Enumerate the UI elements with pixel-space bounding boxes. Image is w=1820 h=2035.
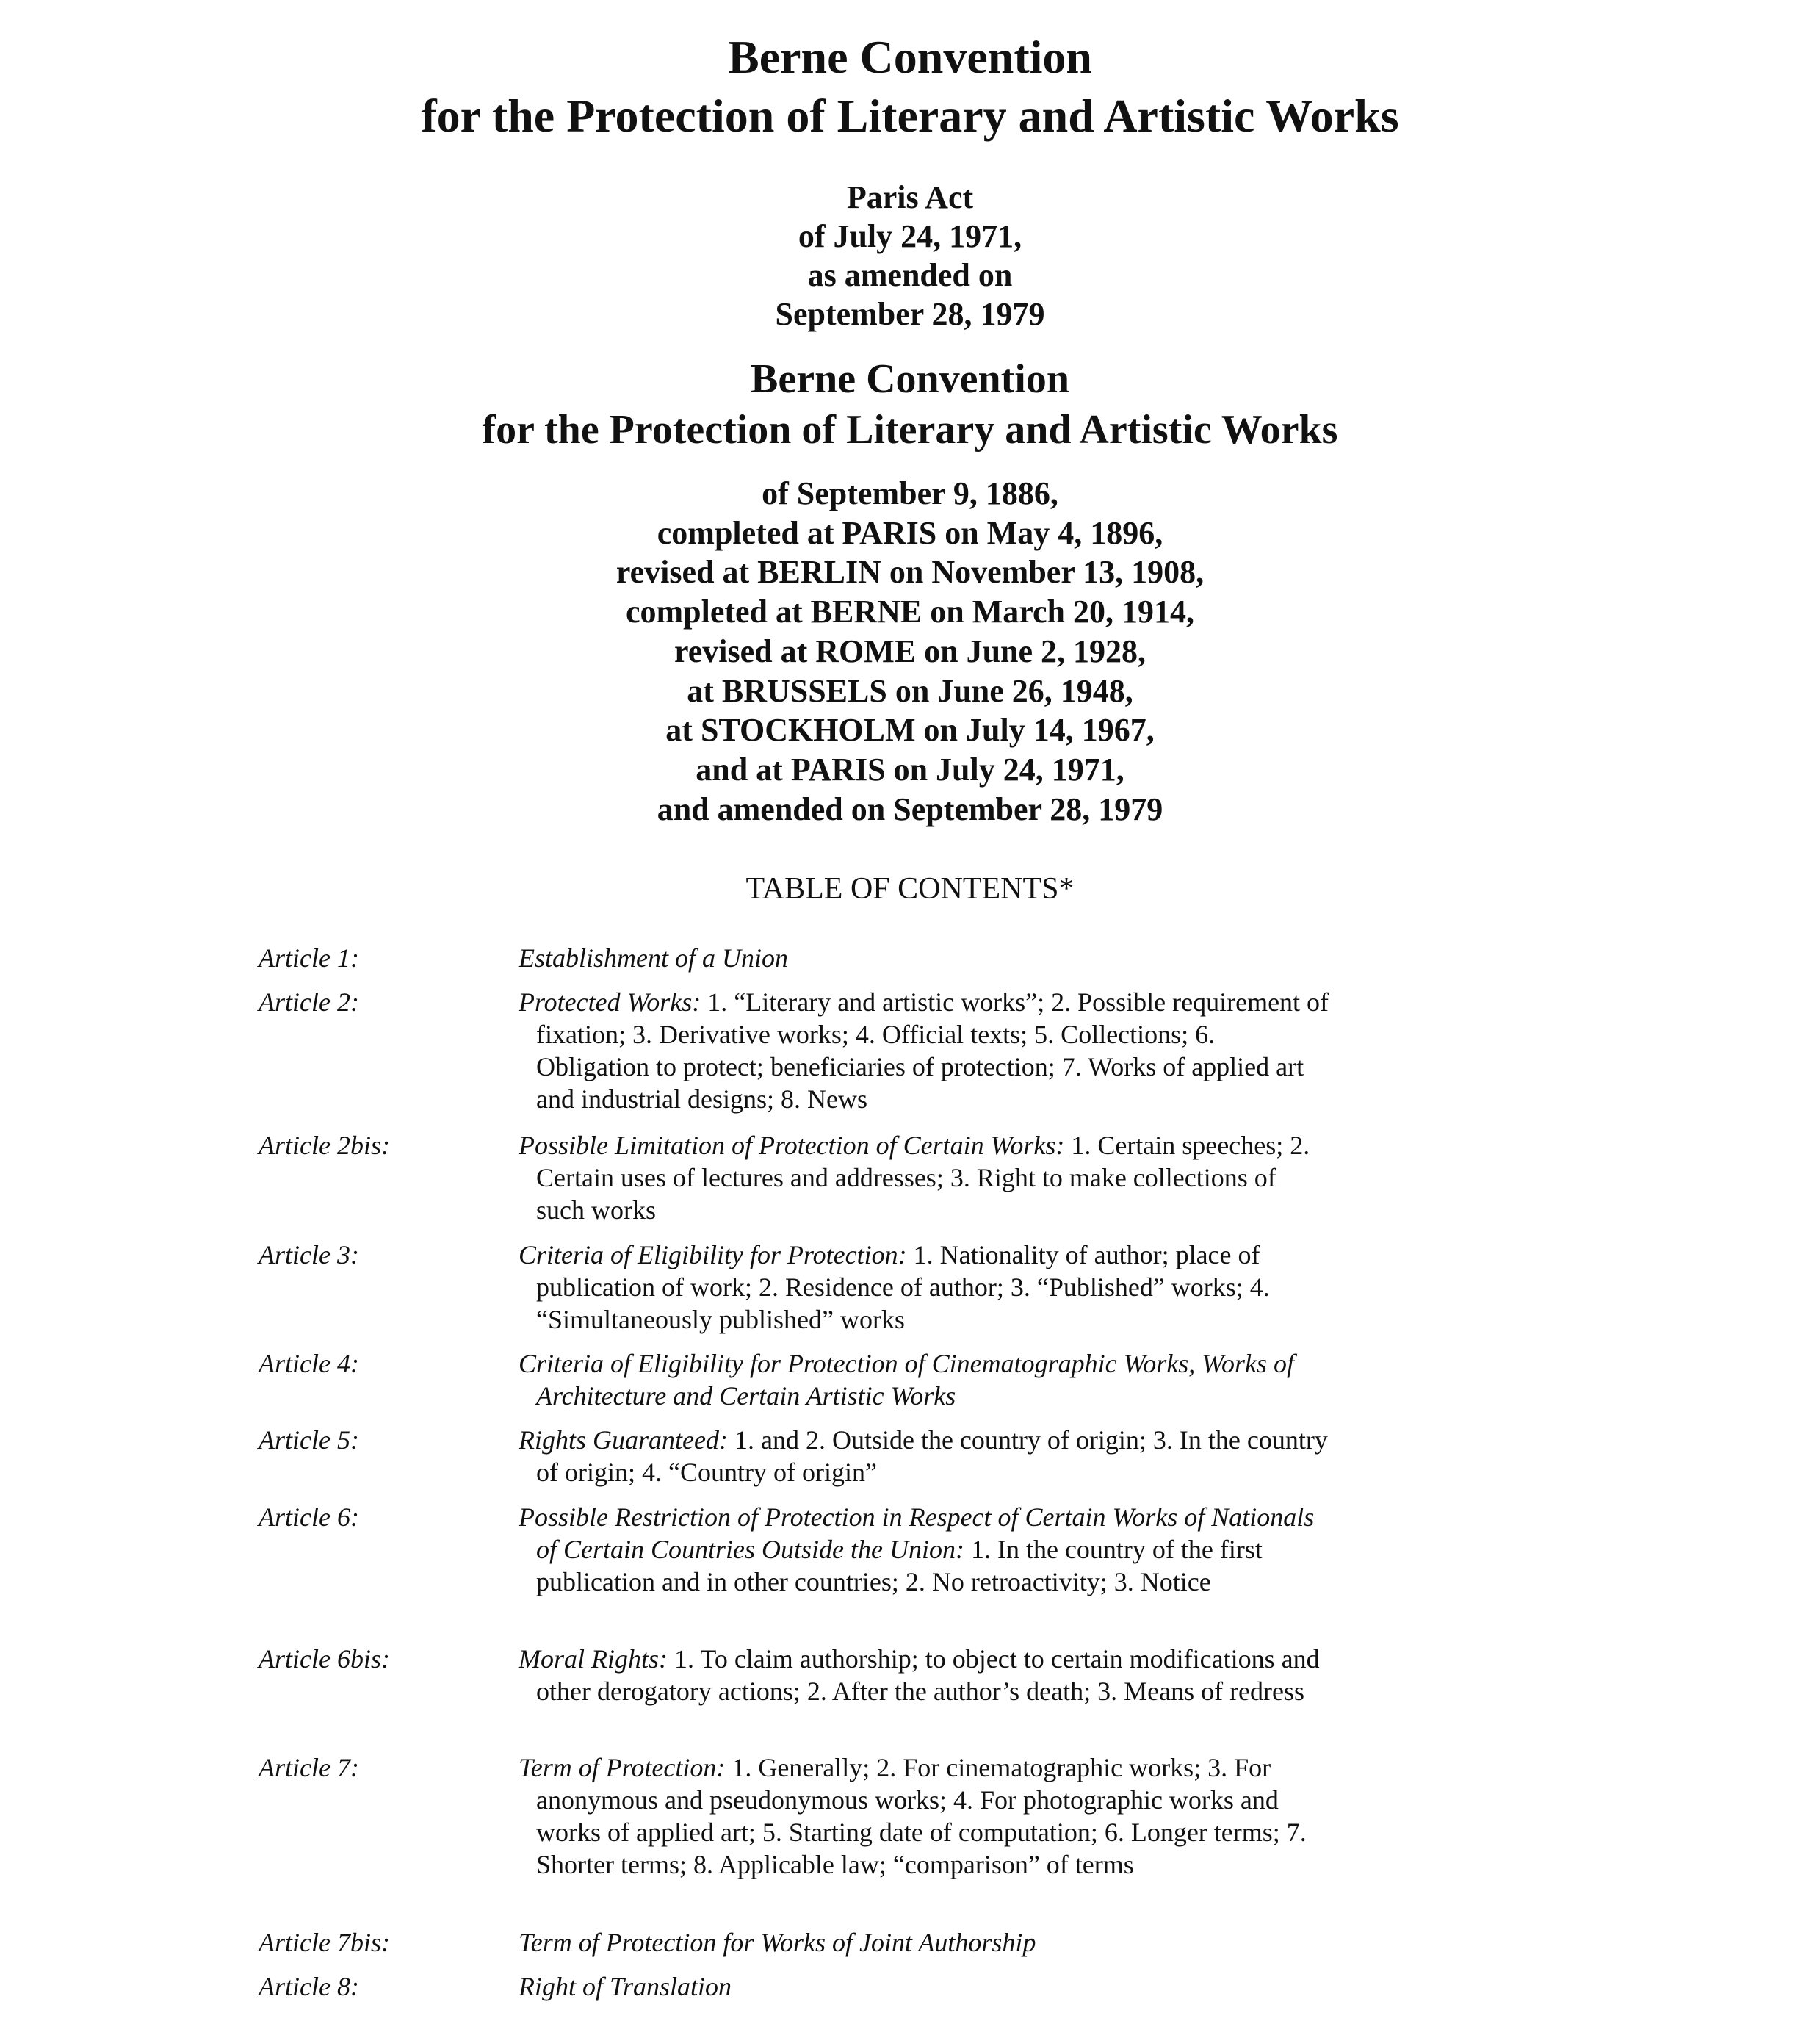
toc-entry-description: 1. Generally; 2. For cinematographic works; 3. For anonymous and pseudonymous works; 4. For photographic works and works of applied art; 5. Starting date of computation; 6. Longer terms; 7. Shorter terms; 8. Applicable law; “comparison” of terms bbox=[536, 1753, 1307, 1879]
toc-entry-text bbox=[519, 1751, 1329, 1881]
revision-history bbox=[0, 474, 1820, 829]
main-title-line: for the Protection of Literary and Artistic Works bbox=[421, 90, 1399, 142]
toc-article-number: Article 4: bbox=[259, 1349, 359, 1378]
toc-entry-description: 1. “Literary and artistic works”; 2. Possible requirement of fixation; 3. Derivative works; 4. Official texts; 5. Collections; 6. Obligation to protect; beneficiaries of protection; 7. Works of applied art and industrial designs; 8. News bbox=[536, 987, 1329, 1114]
main-title bbox=[0, 28, 1820, 145]
toc-entry-description: 1. and 2. Outside the country of origin; 3. In the country of origin; 4. “Country of origin” bbox=[536, 1425, 1328, 1487]
toc-entry-title: Term of Protection: bbox=[519, 1753, 726, 1782]
toc-entry-text bbox=[519, 1970, 1329, 2003]
toc-entry-title: Criteria of Eligibility for Protection of Cinematographic Works, Works of Architecture and Certain Artistic Works bbox=[519, 1349, 1294, 1411]
toc-entry-text bbox=[519, 942, 1329, 974]
secondary-title bbox=[0, 354, 1820, 455]
history-line: at STOCKHOLM on July 14, 1967, bbox=[665, 712, 1155, 749]
history-line: completed at BERNE on March 20, 1914, bbox=[625, 594, 1195, 630]
toc-entry-title: Possible Restriction of Protection in Respect of Certain Works of Nationals of Certain Countries Outside the Union: bbox=[519, 1502, 1315, 1564]
toc-entry-title: Rights Guaranteed: bbox=[519, 1425, 728, 1455]
toc-entry-title: Possible Limitation of Protection of Certain Works: bbox=[519, 1131, 1065, 1160]
toc-entry-text bbox=[519, 1347, 1329, 1412]
toc-entry-title: Protected Works: bbox=[519, 987, 701, 1017]
toc-entry-title: Criteria of Eligibility for Protection: bbox=[519, 1240, 907, 1269]
toc-entry-text bbox=[519, 1643, 1329, 1707]
toc-entry-title: Establishment of a Union bbox=[519, 943, 788, 973]
act-line: Paris Act bbox=[846, 179, 974, 215]
toc-article-number: Article 1: bbox=[259, 943, 359, 973]
toc-article-number: Article 8: bbox=[259, 1972, 359, 2001]
toc-article-number: Article 6bis: bbox=[259, 1644, 390, 1674]
toc-entry-text bbox=[519, 1129, 1329, 1226]
history-line: and amended on September 28, 1979 bbox=[657, 790, 1163, 827]
history-line: and at PARIS on July 24, 1971, bbox=[696, 751, 1124, 788]
act-line: as amended on bbox=[807, 257, 1013, 293]
act-line: September 28, 1979 bbox=[775, 296, 1045, 332]
toc-entry-text bbox=[519, 1501, 1329, 1598]
toc-entry-title: Right of Translation bbox=[519, 1972, 732, 2001]
toc-entry-text bbox=[519, 1239, 1329, 1336]
act-line: of July 24, 1971, bbox=[798, 218, 1022, 254]
main-title-line: Berne Convention bbox=[728, 31, 1092, 83]
history-line: revised at BERLIN on November 13, 1908, bbox=[615, 554, 1205, 591]
toc-entry-description: 1. Certain speeches; 2. Certain uses of lectures and addresses; 3. Right to make collections of such works bbox=[536, 1131, 1310, 1225]
toc-entry-description: 1. To claim authorship; to object to certain modifications and other derogatory actions; 2. After the author’s death; 3. Means of redress bbox=[536, 1644, 1320, 1706]
toc-article-number: Article 2bis: bbox=[259, 1131, 390, 1160]
toc-article-number: Article 5: bbox=[259, 1425, 359, 1455]
act-subtitle bbox=[0, 178, 1820, 334]
toc-entry-text bbox=[519, 1424, 1329, 1488]
secondary-title-line: for the Protection of Literary and Artistic Works bbox=[482, 407, 1338, 453]
history-line: completed at PARIS on May 4, 1896, bbox=[657, 514, 1163, 551]
toc-entry-description: 1. In the country of the first publication and in other countries; 2. No retroactivity; 3. Notice bbox=[536, 1535, 1263, 1596]
toc-article-number: Article 3: bbox=[259, 1240, 359, 1269]
toc-entry-title: Term of Protection for Works of Joint Authorship bbox=[519, 1928, 1036, 1957]
history-line: at BRUSSELS on June 26, 1948, bbox=[687, 672, 1133, 709]
history-line: revised at ROME on June 2, 1928, bbox=[674, 633, 1146, 669]
toc-entry-text bbox=[519, 1926, 1329, 1959]
toc-heading: TABLE OF CONTENTS* bbox=[745, 872, 1075, 906]
history-line: of September 9, 1886, bbox=[762, 475, 1058, 511]
toc-entry-text bbox=[519, 986, 1329, 1115]
toc-article-number: Article 7bis: bbox=[259, 1928, 390, 1957]
toc-article-number: Article 2: bbox=[259, 987, 359, 1017]
toc-entry-title: Moral Rights: bbox=[519, 1644, 668, 1674]
secondary-title-line: Berne Convention bbox=[751, 356, 1069, 402]
toc-entry-description: 1. Nationality of author; place of publication of work; 2. Residence of author; 3. “Published” works; 4. “Simultaneously published” works bbox=[536, 1240, 1270, 1334]
toc-article-number: Article 6: bbox=[259, 1502, 359, 1532]
toc-article-number: Article 7: bbox=[259, 1753, 359, 1782]
